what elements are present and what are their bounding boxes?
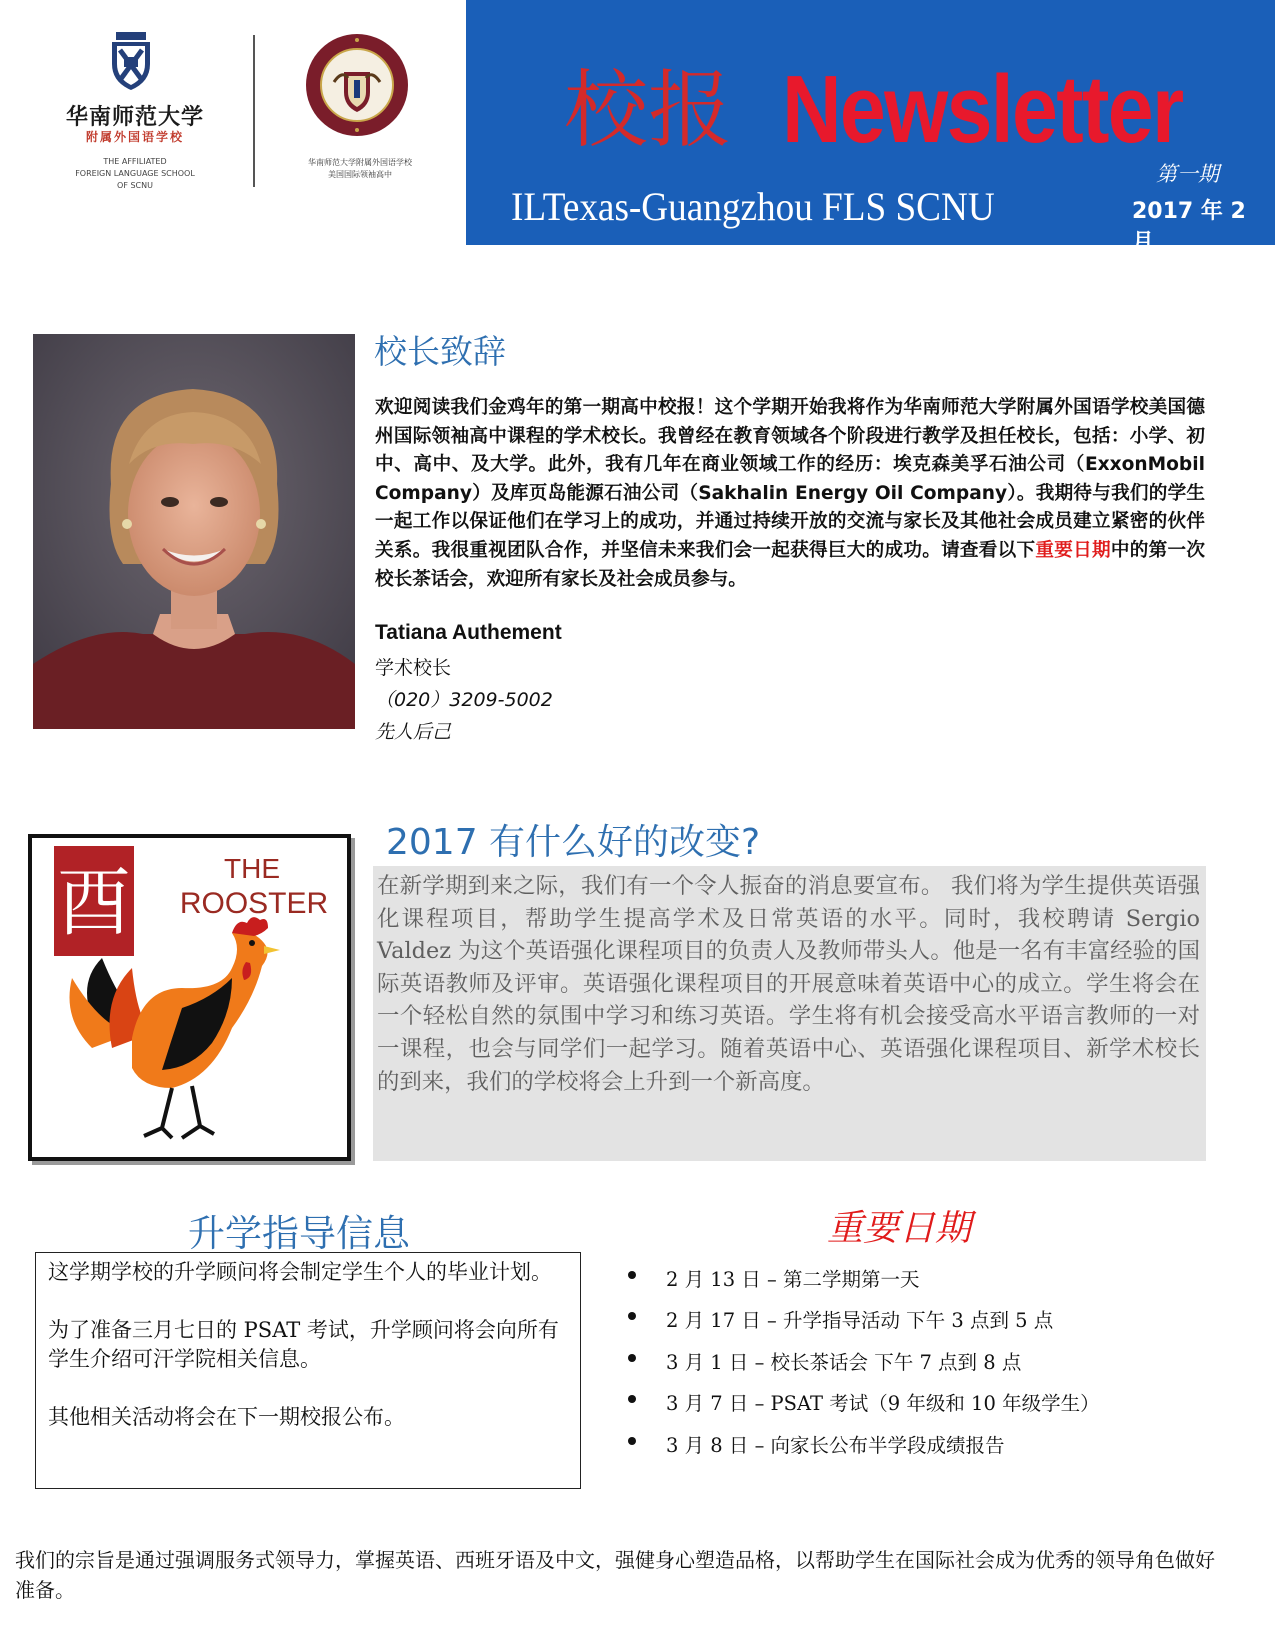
guidance-paragraph: 这学期学校的升学顾问将会制定学生个人的毕业计划。 [48, 1260, 552, 1284]
iltexas-seal-icon [304, 32, 410, 138]
guidance-paragraph: 为了准备三月七日的 PSAT 考试，升学顾问将会向所有学生介绍可汗学院相关信息。 [48, 1318, 559, 1371]
guidance-paragraph: 其他相关活动将会在下一期校报公布。 [48, 1405, 405, 1429]
principal-motto: 先人后己 [375, 721, 452, 743]
rooster-glyph: 酉 [57, 860, 131, 946]
bullet-icon [628, 1395, 636, 1403]
changes-title: 2017 有什么好的改变? [386, 822, 761, 863]
bullet-icon [628, 1312, 636, 1320]
important-dates-title: 重要日期 [827, 1208, 972, 1249]
issue-date: 2017 年 2 月 [1132, 199, 1246, 255]
principal-role: 学术校长 [375, 657, 452, 679]
school-logos [0, 0, 466, 245]
guidance-title: 升学指导信息 [188, 1212, 410, 1255]
iltexas-caption: 华南师范大学附属外国语学校 美国国际领袖高中 [308, 158, 412, 179]
date-item: 3 月 8 日 – 向家长公布半学段成绩报告 [620, 1430, 1100, 1471]
scnu-name: 华南师范大学 [65, 104, 204, 130]
principal-name: Tatiana Authement [375, 621, 562, 644]
guidance-box [35, 1252, 581, 1489]
bullet-icon [628, 1437, 636, 1445]
scnu-english-name: THE AFFILIATED FOREIGN LANGUAGE SCHOOL OF SCNU [75, 157, 195, 190]
rooster-image [28, 834, 351, 1161]
rooster-illustration [32, 838, 347, 1157]
important-dates-list [620, 1264, 1100, 1471]
rooster-text-the: THE [224, 853, 280, 884]
changes-panel [373, 866, 1206, 1161]
scnu-subtitle: 附属外国语学校 [85, 130, 184, 144]
date-item: 3 月 7 日 – PSAT 考试（9 年级和 10 年级学生） [620, 1388, 1100, 1429]
principal-portrait-image [33, 334, 355, 729]
bullet-icon [628, 1354, 636, 1362]
date-item: 2 月 13 日 – 第二学期第一天 [620, 1264, 1100, 1305]
logo-divider [253, 35, 255, 187]
changes-body: 在新学期到来之际，我们有一个令人振奋的消息要宣布。 我们将为学生提供英语强化课程项目，帮助学生提高学术及日常英语的水平。同时，我校聘请 Sergio Valdez 为这个英语强化课程项目的负责人及教师带头人。他是一名有丰富经验的国际英语教师及评审。英语强化课程项目的开展意味着英语中心的成立。学生将会在一个轻松自然的氛围中学习和练习英语。学生将有机会接受高水平语言教师的一对一课程，也会与同学们一起学习。随着英语中心、英语强化课程项目、新学术校长的到来，我们的学校将会上升到一个新高度。 [377, 873, 1200, 1095]
date-item: 2 月 17 日 – 升学指导活动 下午 3 点到 5 点 [620, 1305, 1100, 1346]
principal-message-body: 欢迎阅读我们金鸡年的第一期高中校报！这个学期开始我将作为华南师范大学附属外国语学校美国德州国际领袖高中课程的学术校长。我曾经在教育领域各个阶段进行教学及担任校长，包括：小学、初中、高中、及大学。此外，我有几年在商业领域工作的经历：埃克森美孚石油公司（ExxonMobil Company）及库页岛能源石油公司（Sakhalin Energy Oil Company）。我期待与我们的学生一起工作以保证他们在学习上的成功，并通过持续开放的交流与家长及其他社会成员建立紧密的伙伴关系。我很重视团队合作，并坚信未来我们会一起获得巨大的成功。请查看以下重要日期中的第一次校长茶话会，欢迎所有家长及社会成员参与。 [375, 397, 1205, 590]
banner-title-cn: 校报 [564, 61, 733, 159]
banner-title-en: Newsletter [782, 56, 1183, 163]
principal-phone: （020）3209-5002 [375, 689, 553, 711]
banner-subtitle: ILTexas-Guangzhou FLS SCNU [511, 184, 995, 229]
bullet-icon [628, 1271, 636, 1279]
newsletter-banner [466, 0, 1275, 255]
issue-number: 第一期 [1156, 162, 1219, 186]
date-item: 3 月 1 日 – 校长茶话会 下午 7 点到 8 点 [620, 1347, 1100, 1388]
mission-statement: 我们的宗旨是通过强调服务式领导力，掌握英语、西班牙语及中文，强健身心塑造品格，以帮助学生在国际社会成为优秀的领导角色做好准备。 [15, 1548, 1215, 1602]
principal-photo [33, 334, 355, 729]
important-dates-reference: 重要日期 [1035, 539, 1111, 561]
scnu-crest-icon [100, 30, 162, 92]
principal-message-title: 校长致辞 [374, 332, 506, 371]
rooster-text-rooster: ROOSTER [179, 887, 329, 920]
